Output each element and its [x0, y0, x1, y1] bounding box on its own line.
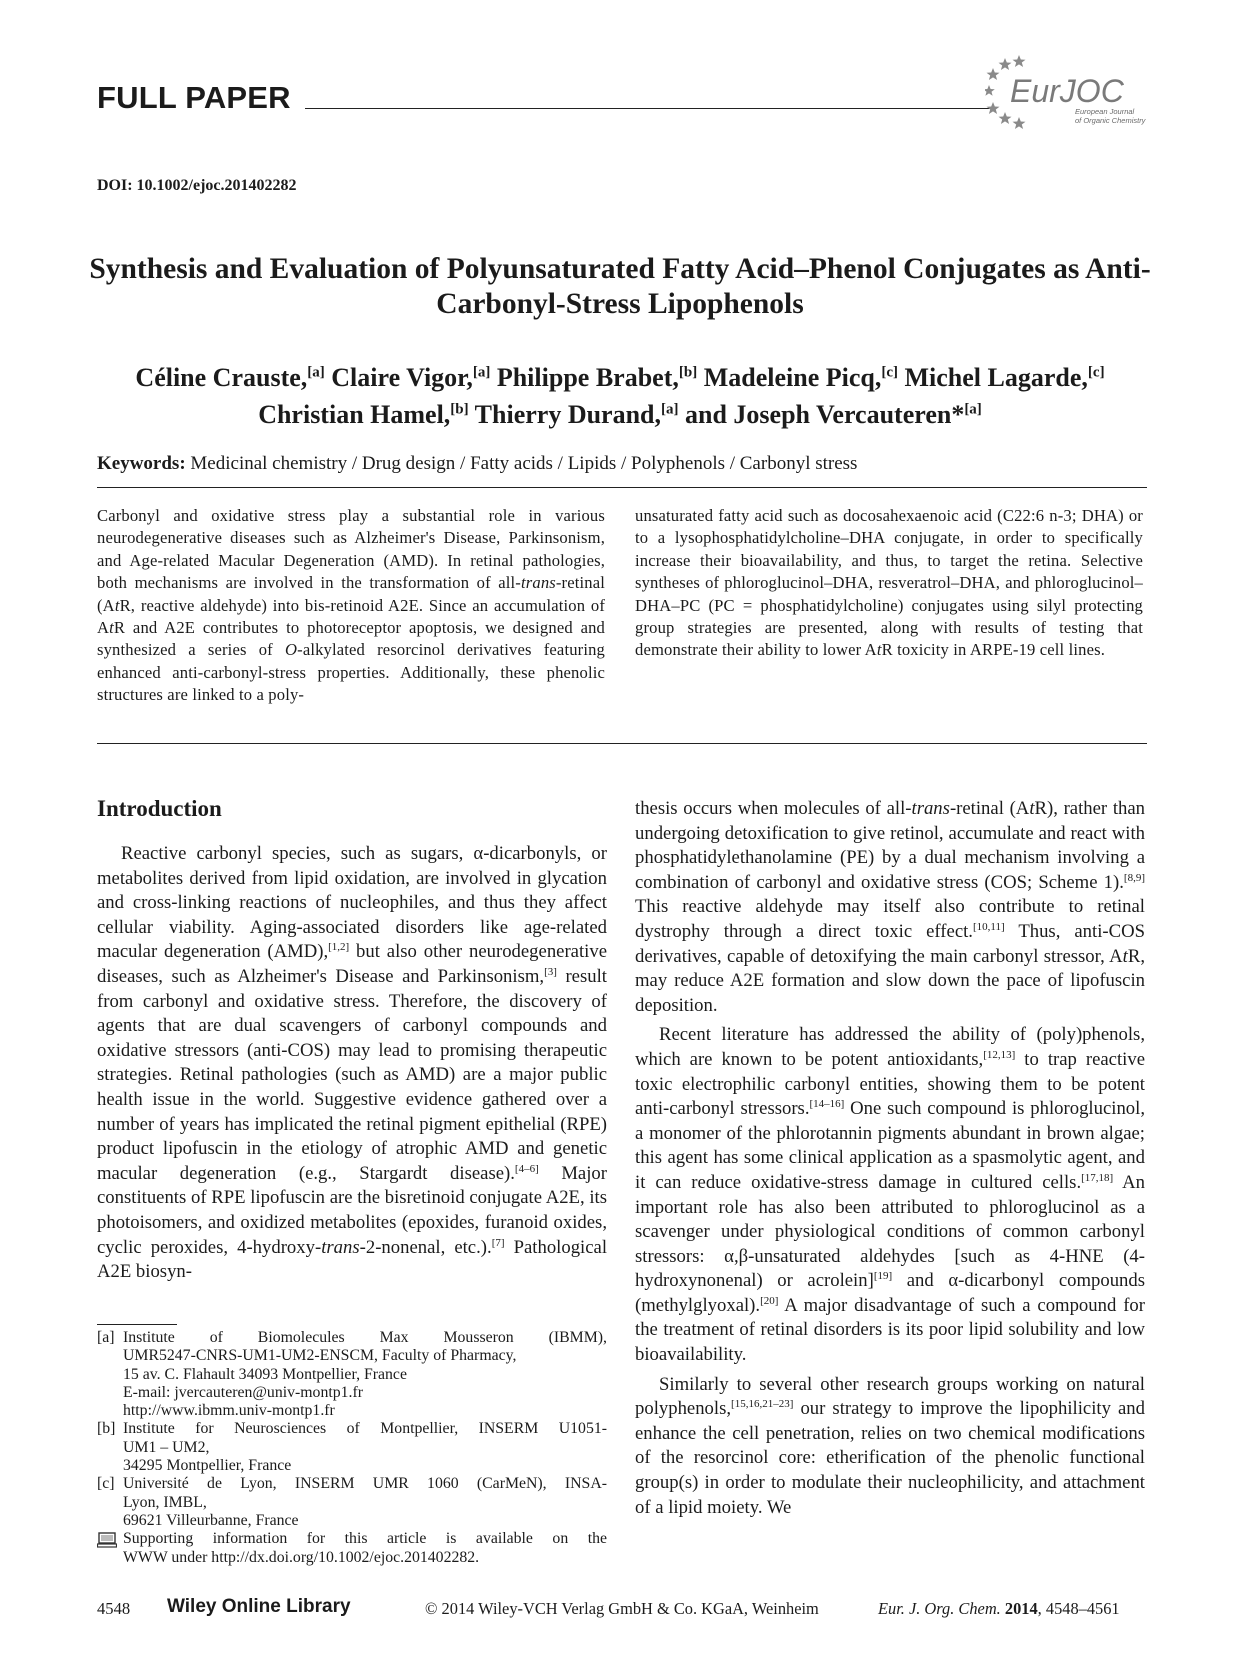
logo-sub-text-1: European Journal: [1075, 107, 1135, 116]
paragraph: thesis occurs when molecules of all-trans-retinal (AtR), rather than undergoing detoxification to give retinol, accumulate and react with phosphatidylethanolamine (PE) by a dual mechanism involving a combination of carbonyl and oxidative stress (COS; Scheme 1).[8,9] This reactive aldehyde may itself also contribute to retinal dystrophy through a direct toxic effect.[10,11] Thus, anti-COS derivatives, capable of detoxifying the main carbonyl stressor, AtR, may reduce A2E formation and slow down the pace of lipofuscin deposition.: [635, 798, 1145, 1016]
keywords: [97, 453, 857, 475]
page-number: 4548: [97, 1599, 131, 1618]
logo-main-text: EurJOC: [1010, 73, 1124, 109]
author: Christian Hamel,[b]: [258, 400, 469, 430]
author: Céline Crauste,[a]: [135, 362, 325, 392]
copyright: © 2014 Wiley-VCH Verlag GmbH & Co. KGaA, Weinheim: [425, 1599, 819, 1618]
author: and Joseph Vercauteren*[a]: [685, 400, 982, 430]
divider: [97, 743, 1147, 744]
keywords-text: Medicinal chemistry / Drug design / Fatty acids / Lipids / Polyphenols / Carbonyl stress: [190, 453, 858, 474]
abstract-right-column: unsaturated fatty acid such as docosahexaenoic acid (C22:6 n-3; DHA) or to a lysophosphatidylcholine–DHA conjugate, in order to specifically increase their bioavailability, and thus, to target the retina. Selective syntheses of phloroglucinol–DHA, resveratrol–DHA, and phloroglucinol–DHA–PC (PC = phosphatidylcholine) conjugates using silyl protecting group strategies are presented, along with results of testing that demonstrate their ability to lower AtR toxicity in ARPE-19 cell lines.: [635, 506, 1143, 660]
keywords-label: Keywords:: [97, 453, 186, 474]
affiliations: [97, 1329, 607, 1567]
author: Madeleine Picq,[c]: [703, 362, 898, 392]
journal-logo: [985, 52, 1155, 137]
affiliation-a: [a] Institute of Biomolecules Max Mousseron (IBMM), UMR5247-CNRS-UM1-UM2-ENSCM, Faculty of Pharmacy, 15 av. C. Flahault 34093 Montpellier, France E-mail: jvercauteren@univ-montp1.fr http://www.ibmm.univ-montp1.fr: [97, 1329, 607, 1420]
paragraph: Reactive carbonyl species, such as sugars, α-dicarbonyls, or metabolites derived from lipid oxidation, are involved in glycation and cross-linking reactions of nucleophiles, and thus they affect cellular viability. Aging-associated disorders like age-related macular degeneration (AMD),[1,2] but also other neurodegenerative diseases, such as Alzheimer's Disease and Parkinsonism,[3] result from carbonyl and oxidative stress. Therefore, the discovery of agents that are dual scavengers of carbonyl compounds and oxidative stressors (anti-COS) may lead to promising therapeutic strategies. Retinal pathologies (such as AMD) are a major public health issue in the world. Suggestive evidence gathered over a number of years has implicated the retinal pigment epithelial (RPE) product lipofuscin in the etiology of atrophic AMD and genetic macular degeneration (e.g., Stargardt disease).[4–6] Major constituents of RPE lipofuscin are the bisretinoid conjugate A2E, its photoisomers, and oxidized metabolites (epoxides, furanoid oxides, cyclic peroxides, 4-hydroxy-trans-2-nonenal, etc.).[7] Pathological A2E biosyn-: [97, 843, 608, 1283]
author: Michel Lagarde,[c]: [904, 362, 1105, 392]
divider: [97, 487, 1147, 488]
doi: DOI: 10.1002/ejoc.201402282: [97, 177, 297, 194]
logo-star: [985, 85, 995, 96]
logo-star: [987, 102, 1000, 114]
logo-star: [999, 58, 1012, 70]
logo-star: [1013, 55, 1026, 67]
logo-sub-text-2: of Organic Chemistry: [1075, 116, 1146, 125]
computer-icon: [97, 1532, 117, 1548]
intro-right-column: [635, 797, 1145, 1520]
logo-star: [1013, 117, 1026, 129]
paragraph: Similarly to several other research groups working on natural polyphenols,[15,16,21–23] our strategy to improve the lipophilicity and enhance the cell penetration, relies on two chemical modifications of the resorcinol core: etherification of the phenolic functional group(s) in order to modulate their nucleophilicity, and attachment of a lipid moiety. We: [635, 1373, 1145, 1518]
intro-left-column: [97, 842, 607, 1285]
logo-star: [987, 68, 1000, 80]
section-heading: Introduction: [97, 796, 222, 821]
abstract-left-column: Carbonyl and oxidative stress play a substantial role in various neurodegenerative diseases such as Alzheimer's Disease, Parkinsonism, and Age-related Macular Degeneration (AMD). In retinal pathologies, both mechanisms are involved in the transformation of all-trans-retinal (AtR, reactive aldehyde) into bis-retinoid A2E. Since an accumulation of AtR and A2E contributes to photoreceptor apoptosis, we designed and synthesized a series of O-alkylated resorcinol derivatives featuring enhanced anti-carbonyl-stress properties. Additionally, these phenolic structures are linked to a poly-: [97, 506, 605, 705]
author: Claire Vigor,[a]: [331, 362, 491, 392]
supporting-information: Supporting information for this article is available on the WWW under http://dx.doi.org/10.1002/ejoc.201402282.: [97, 1530, 607, 1567]
library-name: Wiley Online Library: [167, 1596, 351, 1617]
author: Philippe Brabet,[b]: [496, 362, 698, 392]
affiliation-c: [c] Université de Lyon, INSERM UMR 1060 (CarMeN), INSA- Lyon, IMBL, 69621 Villeurbanne, France: [97, 1475, 607, 1529]
footnote-rule: [97, 1324, 177, 1325]
affiliation-url[interactable]: http://www.ibmm.univ-montp1.fr: [123, 1402, 335, 1420]
author: Thierry Durand,[a]: [474, 400, 679, 430]
logo-star: [999, 112, 1012, 124]
paragraph: Recent literature has addressed the ability of (poly)phenols, which are known to be potent antioxidants,[12,13] to trap reactive toxic electrophilic carbonyl entities, showing them to be potent anti-carbonyl stressors.[14–16] One such compound is phloroglucinol, a monomer of the phlorotannin pigments abundant in brown algae; this agent has some clinical application as a spasmolytic agent, and it can reduce oxidative-stress damage in cultured cells.[17,18] An important role has also been attributed to phloroglucinol as a scavenger under physiological conditions of common carbonyl stressors: α,β-unsaturated aldehydes [such as 4-HNE (4-hydroxynonenal) or acrolein][19] and α-dicarbonyl compounds (methylglyoxal).[20] A major disadvantage of such a compound for the treatment of retinal disorders is its poor lipid solubility and low bioavailability.: [635, 1024, 1146, 1366]
author-list: [80, 356, 1160, 431]
section-label: FULL PAPER: [97, 80, 291, 115]
paper-title: Synthesis and Evaluation of Polyunsaturated Fatty Acid–Phenol Conjugates as Anti-Carbonyl-Stress Lipophenols: [89, 253, 1151, 320]
header-rule: [305, 108, 991, 109]
supporting-link[interactable]: WWW under http://dx.doi.org/10.1002/ejoc.201402282.: [123, 1548, 480, 1566]
journal-citation: Eur. J. Org. Chem. 2014, 4548–4561: [878, 1599, 1120, 1618]
affiliation-b: [b] Institute for Neurosciences of Montpellier, INSERM U1051- UM1 – UM2, 34295 Montpellier, France: [97, 1420, 607, 1475]
